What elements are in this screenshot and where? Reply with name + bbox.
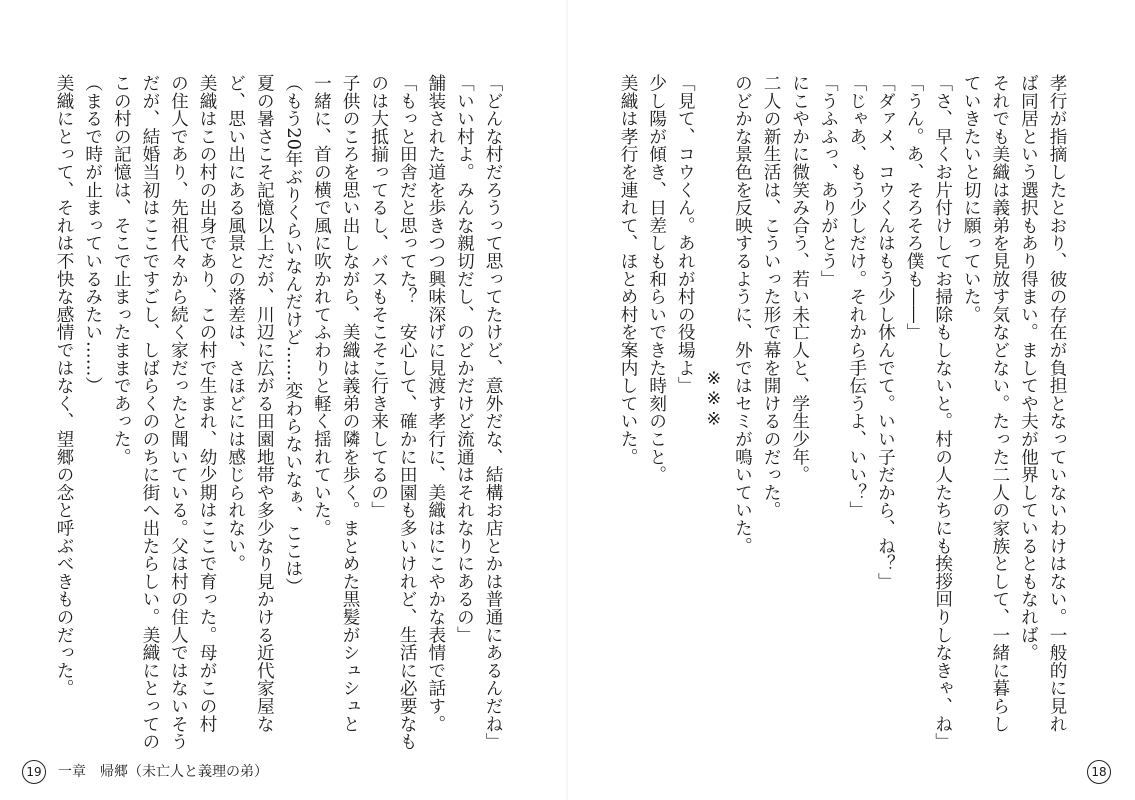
text-line: 「さ、早くお片付けしてお掃除もしないと。村の人たちにも挨拶回りしなきゃ、ね」 bbox=[932, 74, 953, 751]
text-line: 「じゃあ、もう少しだけ。それから手伝うよ、いい？」 bbox=[846, 74, 867, 519]
right-page-body bbox=[618, 74, 1071, 751]
running-head: 一章 帰郷（未亡人と義理の弟） bbox=[58, 764, 268, 780]
page-number-badge: 19 bbox=[22, 760, 46, 784]
text-line: 夏の暑さこそ記憶以上だが、川辺に広がる田園地帯や多少なり見かける近代家屋な bbox=[254, 74, 275, 733]
text-line: それでも美織は義弟を見放す気などない。たった二人の家族として、一緒に暮らし bbox=[989, 74, 1010, 733]
text-line: 舗装された道を歩きつつ興味深げに見渡す孝行に、美織はにこやかな表情で話す。 bbox=[425, 74, 446, 733]
scene-break-marker: ※※※ bbox=[703, 368, 724, 430]
text-line: 少し陽が傾き、日差しも和らいできた時刻のこと。 bbox=[646, 74, 667, 484]
text-line: 子供のころを思い出しながら、美織は義弟の隣を歩く。まとめた黒髪がシュシュと bbox=[340, 74, 361, 733]
text-line: 一緒に、首の横で風に吹かれてふわりと軽く揺れていた。 bbox=[311, 74, 332, 537]
text-line: 孝行が指摘したとおり、彼の存在が負担となっていないわけはない。一般的に見れ bbox=[1047, 74, 1067, 733]
text-line: にこやかに微笑み合う、若い未亡人と、学生少年。 bbox=[789, 74, 810, 484]
text-line: 「見て、コウくん。あれが村の役場よ」 bbox=[675, 74, 696, 395]
text-line: ど、思い出にある風景との落差は、さほどには感じられない。 bbox=[225, 74, 246, 573]
text-line: 美織は孝行を連れて、ほとめ村を案内していた。 bbox=[618, 74, 639, 466]
text-line: 「もっと田舎だと思ってた？ 安心して、確かに田園も多いけれど、生活に必要なも bbox=[397, 74, 418, 751]
text-line: のどかな景色を反映するように、外ではセミが鳴いていた。 bbox=[732, 74, 753, 555]
page-number-badge: 18 bbox=[1087, 760, 1111, 784]
text-line: ば同居という選択もあり得まい。ましてや夫が他界しているともなれば。 bbox=[1018, 74, 1039, 662]
text-line: 二人の新生活は、こういった形で幕を開けるのだった。 bbox=[761, 74, 782, 519]
text-line: （もう20年ぶりくらいなんだけど……変わらないなぁ、ここは） bbox=[282, 74, 303, 596]
right-page bbox=[568, 0, 1135, 800]
text-line: 「いい村よ。みんな親切だし、のどかだけど流通はそれなりにあるの」 bbox=[454, 74, 475, 644]
text-line: 「ダァメ、コウくんはもう少し休んでて。いい子だから、ね？」 bbox=[875, 74, 896, 591]
left-page bbox=[0, 0, 567, 800]
text-line: （まるで時が止まっているみたい……） bbox=[82, 74, 103, 395]
text-line: 美織にとって、それは不快な感情ではなく、望郷の念と呼ぶべきものだった。 bbox=[54, 74, 75, 697]
left-page-body bbox=[37, 74, 507, 751]
text-line: この村の記憶は、そこで止まったままであった。 bbox=[111, 74, 132, 466]
text-line: だが、結婚当初はここですごし、しばらくののちに街へ出たらしい。美織にとっての bbox=[139, 74, 160, 751]
text-line: ていきたいと切に願っていた。 bbox=[961, 74, 982, 324]
text-line: 美織はこの村の出身であり、この村で生まれ、幼少期はここで育った。母がこの村 bbox=[197, 74, 218, 733]
text-line: のは大抵揃ってるし、バスもそこそこ行き来してるの」 bbox=[368, 74, 389, 519]
text-line: 「どんな村だろうって思ってたけど、意外だな、結構お店とかは普通にあるんだね」 bbox=[483, 74, 503, 751]
text-line: の住人であり、先祖代々から続く家だったと聞いている。父は村の住人ではないそう bbox=[168, 74, 189, 751]
text-line: 「うふふっ、ありがとう」 bbox=[818, 74, 839, 288]
text-line: 「うん。あ、そろそろ僕も――」 bbox=[904, 74, 925, 341]
